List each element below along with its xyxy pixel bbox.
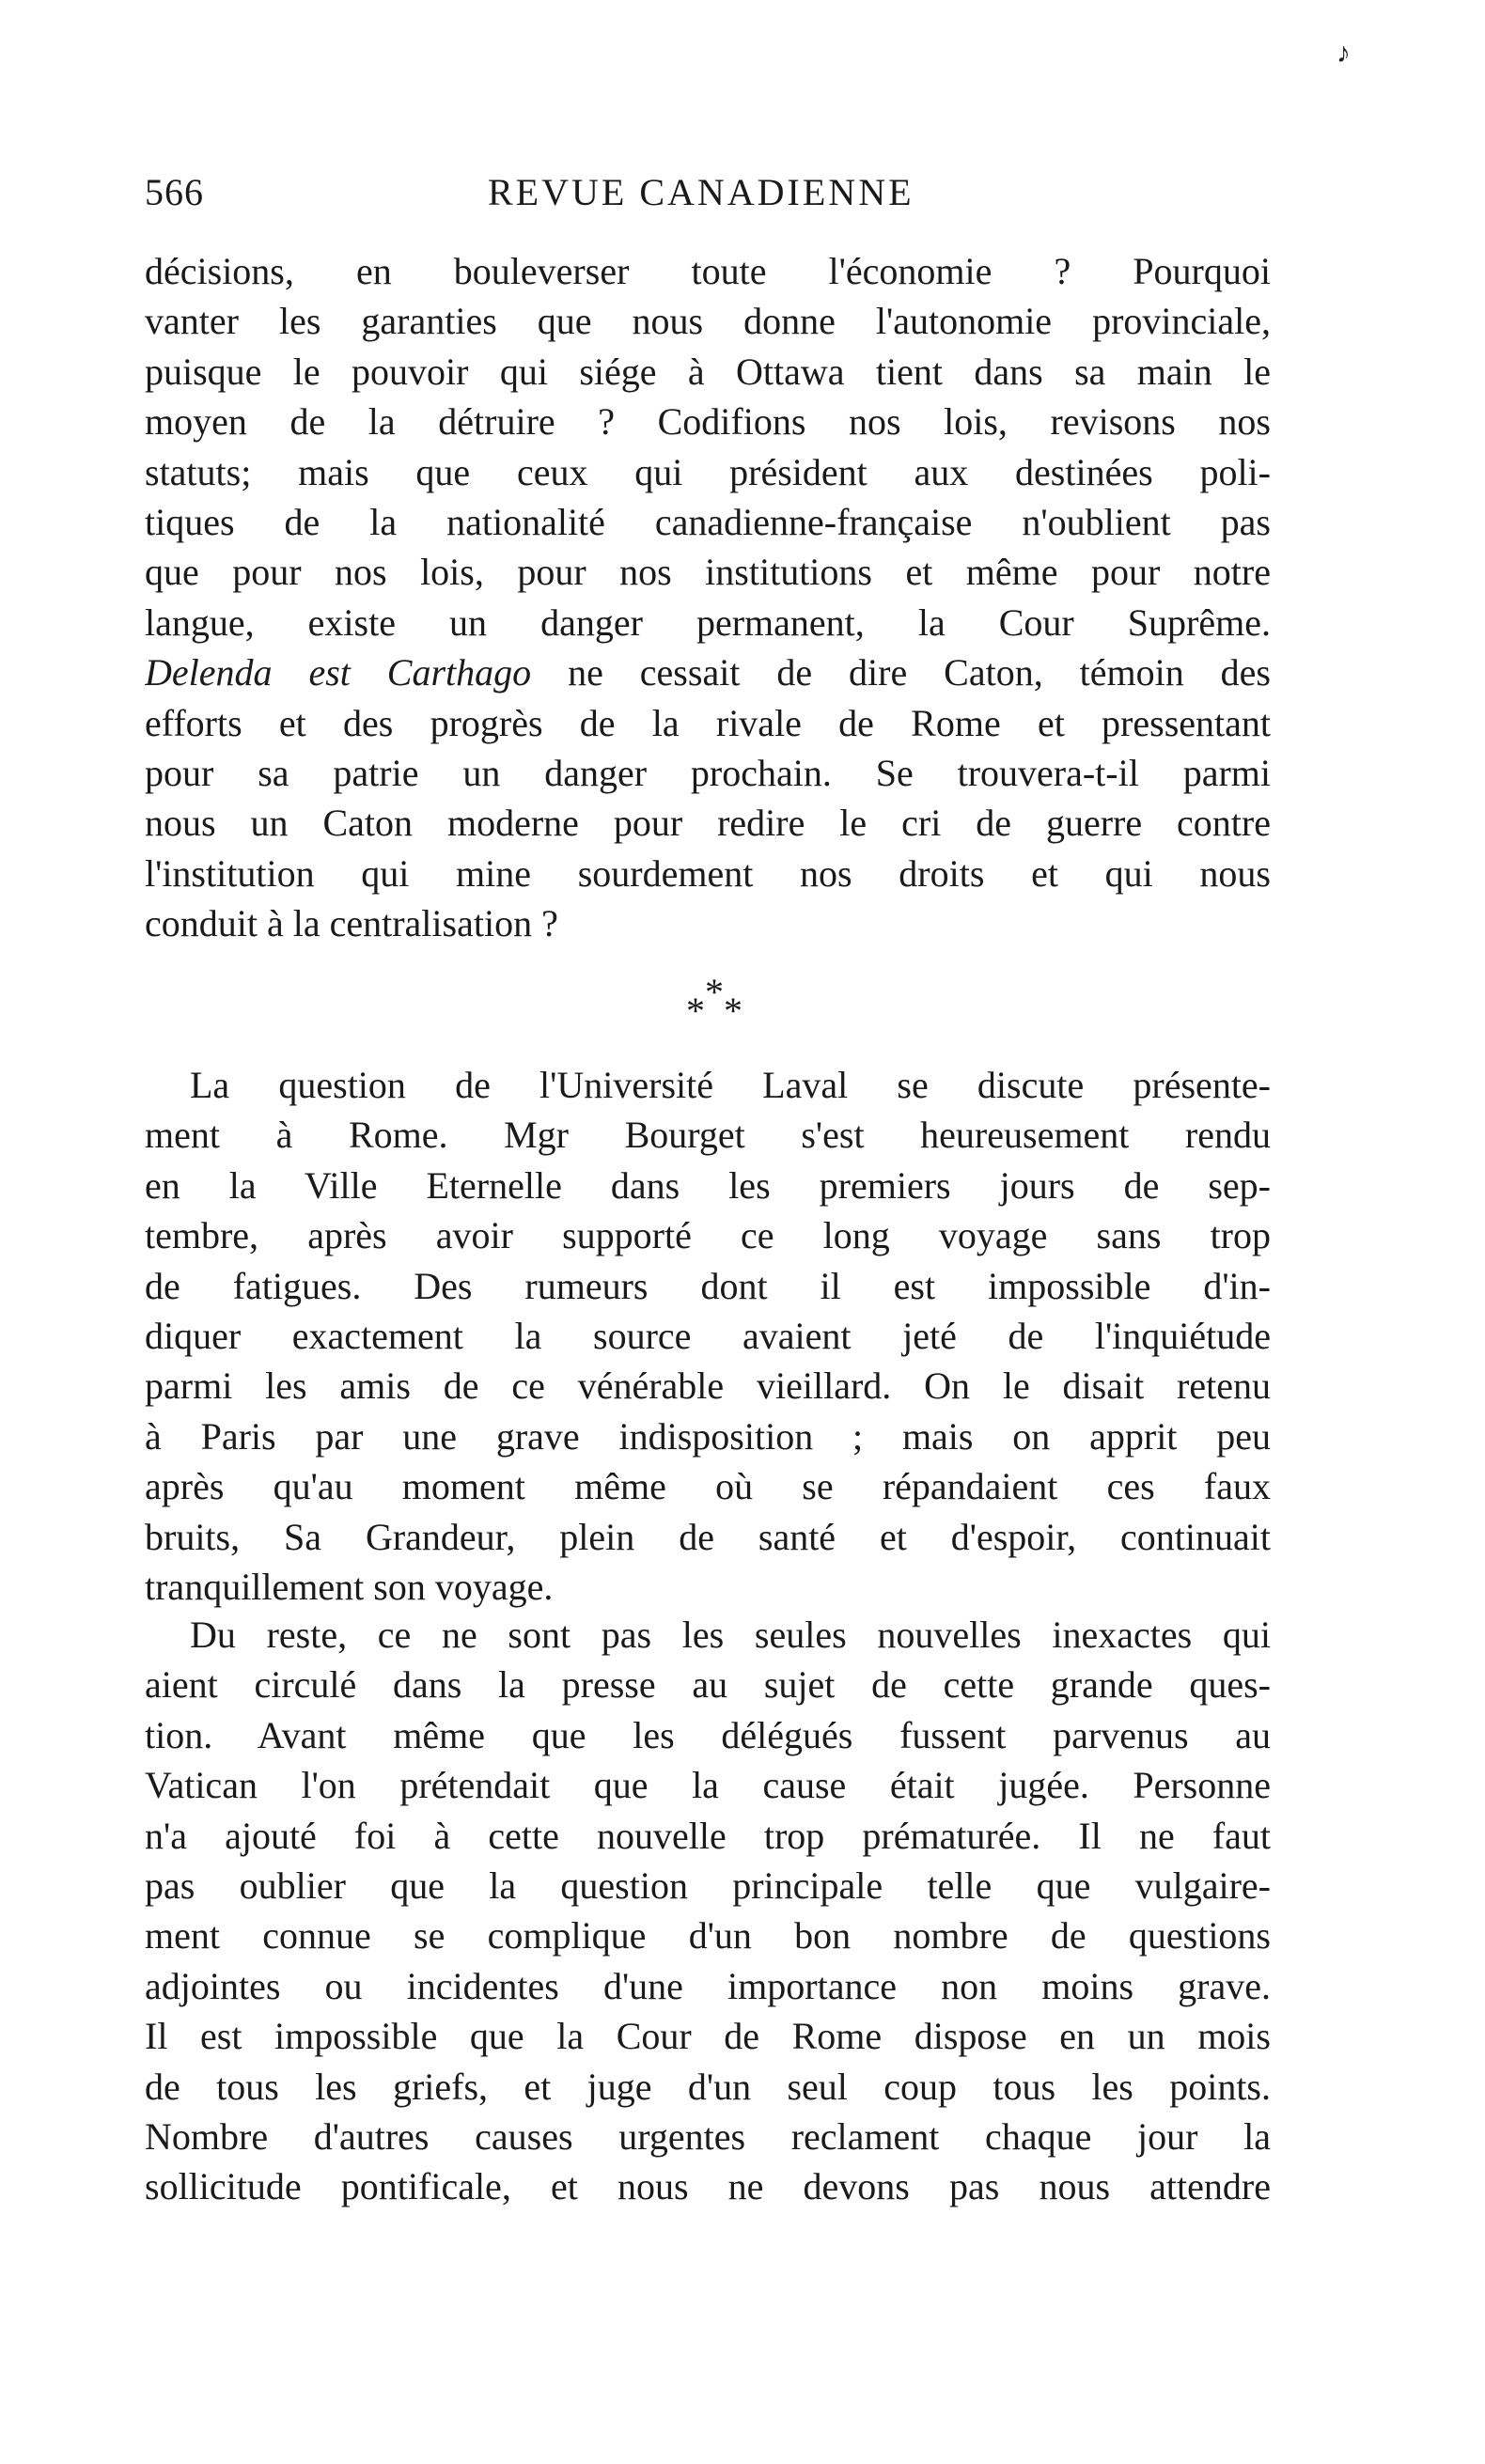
text-line: tranquillement son voyage.	[145, 1565, 554, 1608]
text-line: de tous les griefs, et juge d'un seul coup tous les points.	[145, 2065, 1271, 2108]
text-line: Il est impossible que la Cour de Rome dispose en un mois	[145, 2015, 1271, 2058]
text-line: efforts et des progrès de la rivale de Rome et pressentant	[145, 701, 1271, 744]
text-line: Nombre d'autres causes urgentes reclament chaque jour la	[145, 2114, 1271, 2158]
text-line: La question de l'Université Laval se discute présente-	[190, 1064, 1271, 1106]
text-line: bruits, Sa Grandeur, plein de santé et d'espoir, continuait	[145, 1515, 1271, 1558]
text-line: après qu'au moment même où se répandaient ces faux	[145, 1465, 1271, 1508]
text-line: Du reste, ce ne sont pas les seules nouvelles inexactes qui	[190, 1614, 1271, 1656]
text-line: adjointes ou incidentes d'une importance non moins grave.	[145, 1964, 1271, 2007]
paragraph-3	[145, 1610, 1271, 2212]
section-asterism	[658, 971, 771, 1034]
latin-quote: Delenda est Carthago	[145, 651, 532, 694]
asterism-star: *	[724, 990, 742, 1032]
text-line: ment à Rome. Mgr Bourget s'est heureusement rendu	[145, 1114, 1271, 1157]
text-line: Vatican l'on prétendait que la cause était jugée. Personne	[145, 1764, 1271, 1807]
corner-mark: ♪	[1336, 38, 1351, 69]
text-run: ne cessait de dire Caton, témoin des	[568, 651, 1271, 694]
asterism-star: *	[705, 971, 724, 1013]
text-line: pour sa patrie un danger prochain. Se trouvera-t-il parmi	[145, 751, 1271, 794]
text-line: ment connue se complique d'un bon nombre de questions	[145, 1914, 1271, 1957]
text-line: tiques de la nationalité canadienne-française n'oublient pas	[145, 500, 1271, 543]
text-line: à Paris par une grave indisposition ; mais on apprit peu	[145, 1414, 1271, 1458]
text-line: nous un Caton moderne pour redire le cri de guerre contre	[145, 802, 1271, 845]
page-number: 566	[145, 171, 204, 213]
text-line: aient circulé dans la presse au sujet de cette grande ques-	[145, 1663, 1271, 1707]
paragraph-1	[145, 246, 1271, 948]
text-line: statuts; mais que ceux qui président aux destinées poli-	[145, 450, 1271, 493]
text-line: parmi les amis de ce vénérable vieillard. On le disait retenu	[145, 1365, 1271, 1408]
text-line: en la Ville Eternelle dans les premiers jours de sep-	[145, 1163, 1271, 1207]
text-line: tembre, après avoir supporté ce long voyage sans trop	[145, 1214, 1271, 1257]
text-line: diquer exactement la source avaient jeté de l'inquiétude	[145, 1314, 1271, 1357]
paragraph-2	[145, 1060, 1271, 1612]
text-line: conduit à la centralisation ?	[145, 902, 558, 945]
text-line: n'a ajouté foi à cette nouvelle trop prématurée. Il ne faut	[145, 1814, 1271, 1857]
text-line: décisions, en bouleverser toute l'économie ? Pourquoi	[145, 250, 1271, 292]
text-line: moyen de la détruire ? Codifions nos lois, revisons nos	[145, 400, 1271, 444]
text-line: l'institution qui mine sourdement nos droits et qui nous	[145, 851, 1271, 895]
journal-title: REVUE CANADIENNE	[488, 171, 914, 213]
text-line: pas oublier que la question principale telle que vulgaire-	[145, 1864, 1271, 1907]
text-line: que pour nos lois, pour nos institutions et même pour notre	[145, 551, 1271, 594]
text-line: sollicitude pontificale, et nous ne devons pas nous attendre	[145, 2165, 1271, 2208]
text-line: vanter les garanties que nous donne l'autonomie provinciale,	[145, 300, 1271, 343]
text-line: puisque le pouvoir qui siége à Ottawa tient dans sa main le	[145, 350, 1271, 393]
text-line: langue, existe un danger permanent, la Cour Suprême.	[145, 600, 1271, 644]
text-line: tion. Avant même que les délégués fussent parvenus au	[145, 1713, 1271, 1756]
asterism-star: *	[686, 990, 705, 1032]
running-head	[145, 169, 1273, 216]
text-line: de fatigues. Des rumeurs dont il est impossible d'in-	[145, 1264, 1271, 1307]
text-line-with-latin-quote	[145, 647, 1271, 697]
